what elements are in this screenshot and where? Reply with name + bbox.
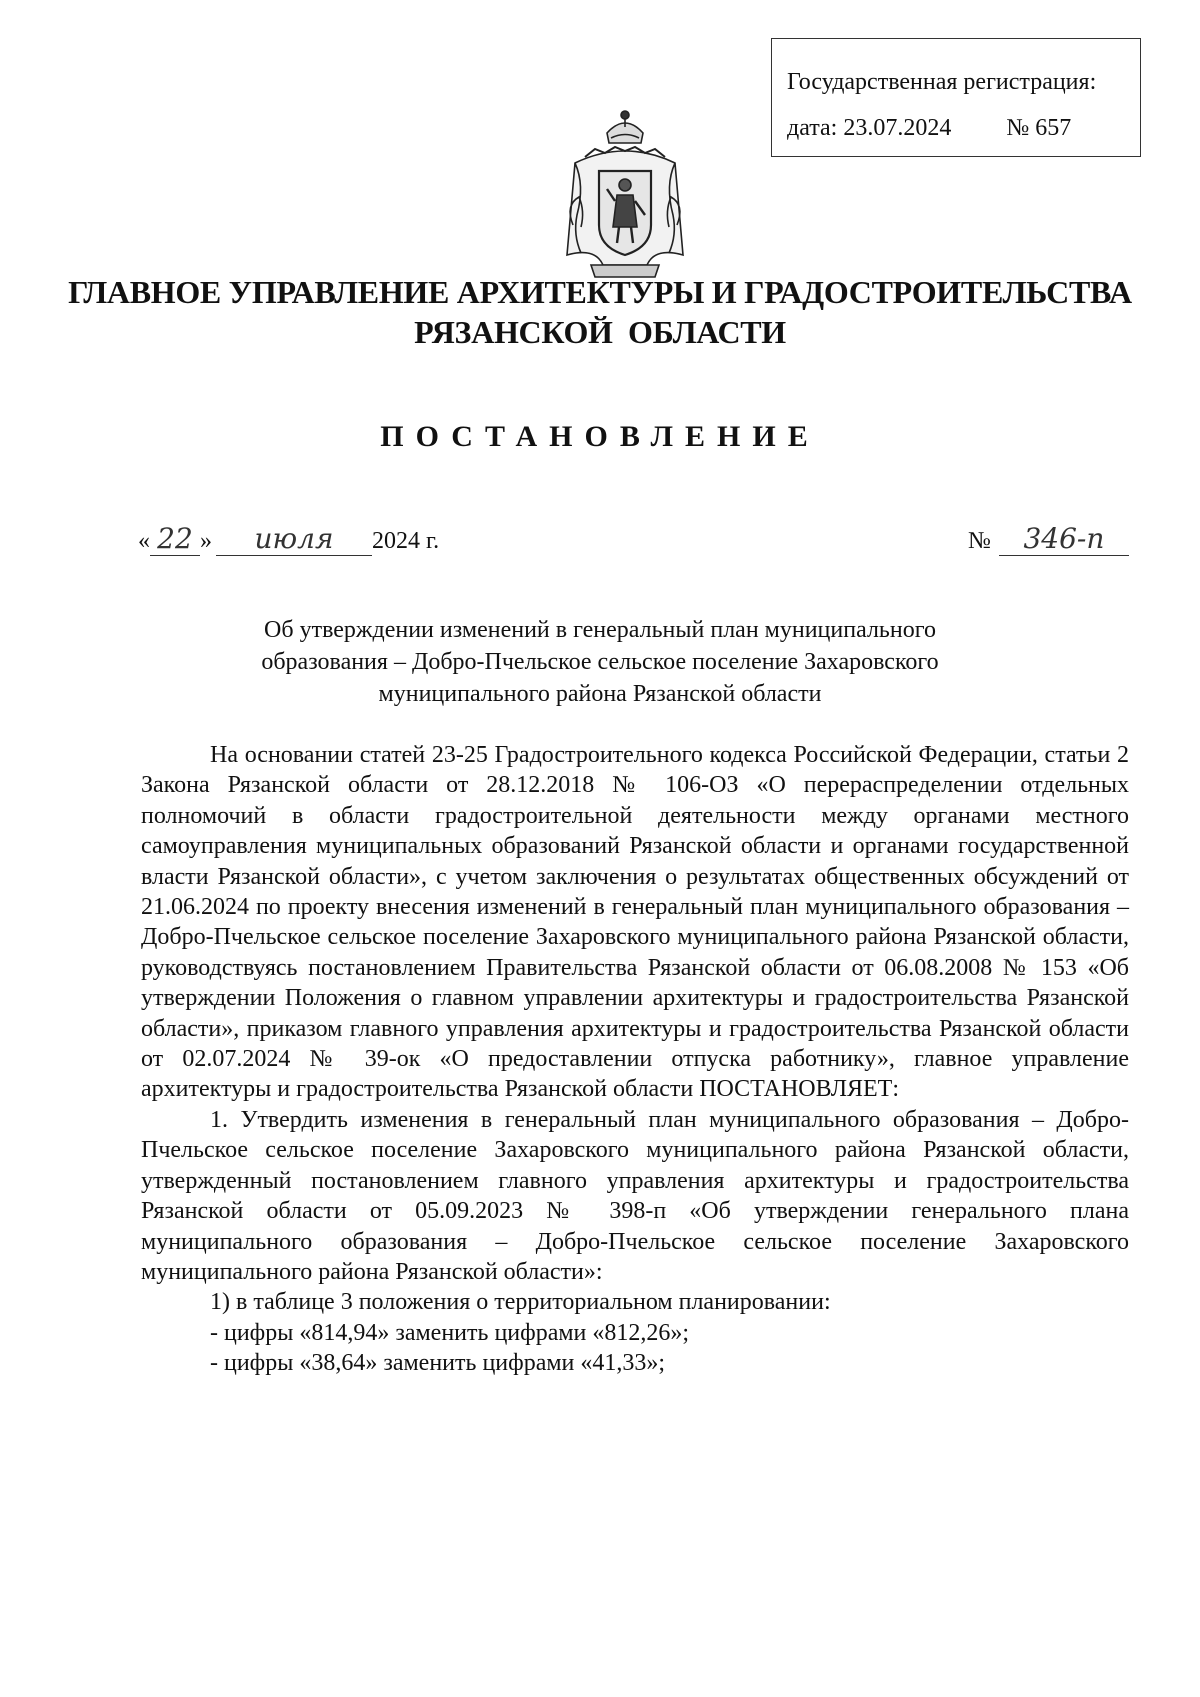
registration-date: дата: 23.07.2024 bbox=[787, 115, 952, 141]
date-year: 2024 г. bbox=[372, 528, 440, 554]
registration-details bbox=[787, 105, 1140, 151]
handwritten-month: июля bbox=[216, 522, 372, 556]
registration-stamp bbox=[771, 38, 1141, 157]
coat-of-arms-emblem bbox=[555, 105, 695, 285]
document-body bbox=[141, 740, 1129, 1379]
handwritten-day: 22 bbox=[150, 522, 200, 556]
date-close-quote: » bbox=[200, 528, 212, 554]
paragraph-basis: На основании статей 23-25 Градостроительного кодекса Российской Федерации, статьи 2 Закона Рязанской области от 28.12.2018 № 106-ОЗ «О перераспределении отдельных полномочий в области градостроительной деятельности между органами местного самоуправления муниципальных образований Рязанской области и органами государственной власти Рязанской области», с учетом заключения о результатах общественных обсуждений от 21.06.2024 по проекту внесения изменений в генеральный план муниципального образования – Добро-Пчельское сельское поселение Захаровского муниципального района Рязанской области, руководствуясь постановлением Правительства Рязанской области от 06.08.2008 № 153 «Об утверждении Положения о главном управлении архитектуры и градостроительства Рязанской области», приказом главного управления архитектуры и градостроительства Рязанской области от 02.07.2024 № 39-ок «О предоставлении отпуска работнику», главное управление архитектуры и градостроительства Рязанской области ПОСТАНОВЛЯЕТ: bbox=[141, 742, 1129, 1103]
registration-title: Государственная регистрация: bbox=[787, 69, 1097, 95]
title-line-1: Об утверждении изменений в генеральный план муниципального bbox=[264, 617, 936, 643]
date-open-quote: « bbox=[138, 528, 150, 554]
paragraph-change-1: - цифры «814,94» заменить цифрами «812,26»; bbox=[210, 1319, 690, 1346]
paragraph-change-2: - цифры «38,64» заменить цифрами «41,33»; bbox=[210, 1350, 666, 1377]
handwritten-number: 346-п bbox=[999, 522, 1129, 556]
organization-line-2: РЯЗАНСКОЙ ОБЛАСТИ bbox=[414, 314, 786, 350]
paragraph-subitem-1: 1) в таблице 3 положения о территориальном планировании: bbox=[210, 1289, 831, 1316]
document-title bbox=[200, 614, 1000, 710]
registration-number: № 657 bbox=[1006, 115, 1072, 141]
document-number bbox=[968, 522, 1129, 556]
number-prefix: № bbox=[968, 528, 991, 554]
document-date bbox=[138, 522, 439, 556]
organization-name bbox=[60, 272, 1140, 352]
organization-line-1: ГЛАВНОЕ УПРАВЛЕНИЕ АРХИТЕКТУРЫ И ГРАДОСТРОИТЕЛЬСТВА bbox=[68, 274, 1132, 310]
title-line-3: муниципального района Рязанской области bbox=[378, 681, 822, 707]
document-type-heading: ПОСТАНОВЛЕНИЕ bbox=[380, 420, 820, 453]
paragraph-item-1: 1. Утвердить изменения в генеральный план муниципального образования – Добро-Пчельское сельское поселение Захаровского муниципального района Рязанской области, утвержденный постановлением главного управления архитектуры и градостроительства Рязанской области от 05.09.2023 № 398-п «Об утверждении генерального плана муниципального образования – Добро-Пчельское сельское поселение Захаровского муниципального района Рязанской области»: bbox=[141, 1106, 1129, 1285]
title-line-2: образования – Добро-Пчельское сельское поселение Захаровского bbox=[261, 649, 939, 675]
